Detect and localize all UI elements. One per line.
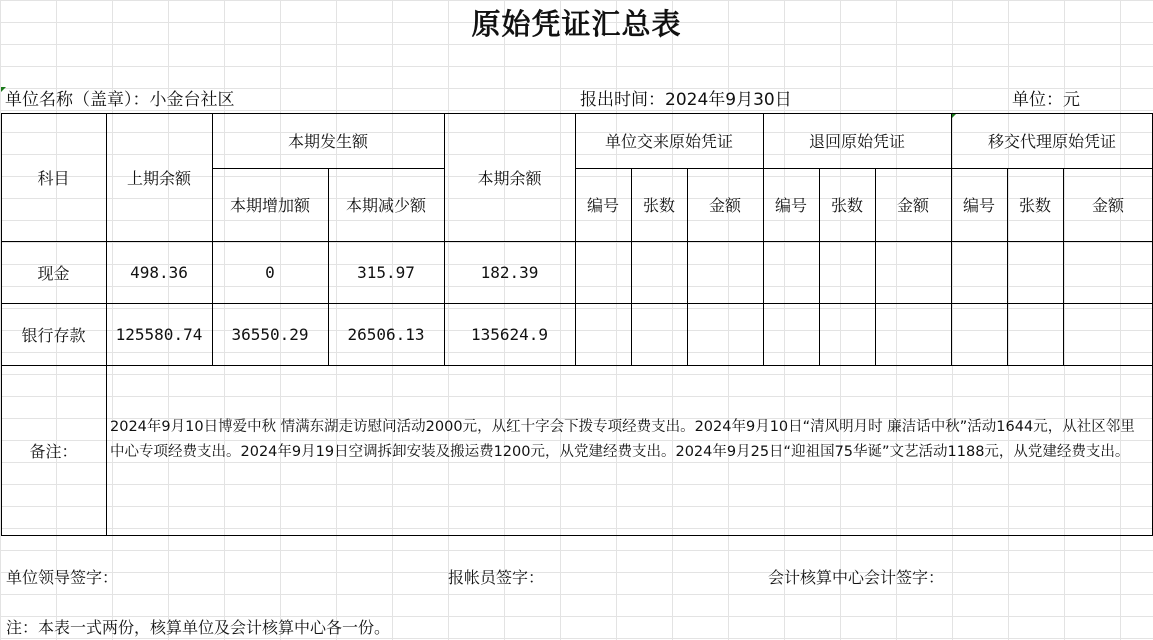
header-amount: 金额 — [1091, 196, 1124, 215]
header-subject: 科目 — [37, 168, 70, 188]
row-prev-balance: 125580.74 — [115, 324, 203, 344]
currency-unit: 单位：元 — [1012, 90, 1080, 110]
header-group-return: 退回原始凭证 — [808, 132, 905, 151]
row-subject: 银行存款 — [21, 325, 86, 345]
header-sheets: 张数 — [1018, 196, 1051, 215]
header-sheets: 张数 — [830, 196, 863, 215]
accountant-signature: 会计核算中心会计签字： — [768, 568, 945, 587]
header-number: 编号 — [962, 196, 995, 215]
header-curr-balance: 本期余额 — [477, 168, 542, 188]
header-prev-balance: 上期余额 — [126, 168, 191, 188]
page-title: 原始凭证汇总表 — [471, 7, 682, 41]
row-curr-balance: 182.39 — [480, 262, 539, 282]
leader-signature: 单位领导签字： — [6, 568, 119, 587]
row-increase: 36550.29 — [231, 324, 309, 344]
row-decrease: 26506.13 — [347, 324, 425, 344]
header-sheets: 张数 — [642, 196, 675, 215]
header-amount: 金额 — [896, 196, 929, 215]
row-curr-balance: 135624.9 — [470, 324, 549, 344]
header-group-transfer: 移交代理原始凭证 — [987, 132, 1116, 151]
header-amount: 金额 — [708, 196, 741, 215]
row-decrease: 315.97 — [357, 262, 415, 282]
report-time: 报出时间：2024年9月30日 — [580, 90, 792, 110]
row-subject: 现金 — [37, 263, 70, 283]
header-period-amount: 本期发生额 — [287, 132, 368, 151]
unit-name: 单位名称（盖章）：小金台社区 — [5, 90, 235, 110]
header-group-unit: 单位交来原始凭证 — [604, 132, 733, 151]
footnote: 注：本表一式两份，核算单位及会计核算中心各一份。 — [6, 618, 391, 637]
reimburser-signature: 报帐员签字： — [448, 568, 545, 587]
header-decrease: 本期减少额 — [345, 196, 426, 215]
header-number: 编号 — [774, 196, 807, 215]
header-increase: 本期增加额 — [229, 196, 310, 215]
remarks-text: 2024年9月10日博爱中秋 情满东湖走访慰问活动2000元，从红十字会下拨专项经费支出。2024年9月10日“清风明月时 廉洁话中秋”活动1644元，从社区邻里中心专项经费支出。2024年9月19日空调拆卸安装及搬运费1200元，从党建经费支出。2024年9月25日“迎祖国75华诞”文艺活动1188元，从党建经费支出。 — [110, 419, 1135, 460]
row-prev-balance: 498.36 — [130, 262, 188, 282]
remarks-label: 备注： — [29, 441, 78, 461]
row-increase: 0 — [265, 262, 275, 282]
header-number: 编号 — [586, 196, 619, 215]
